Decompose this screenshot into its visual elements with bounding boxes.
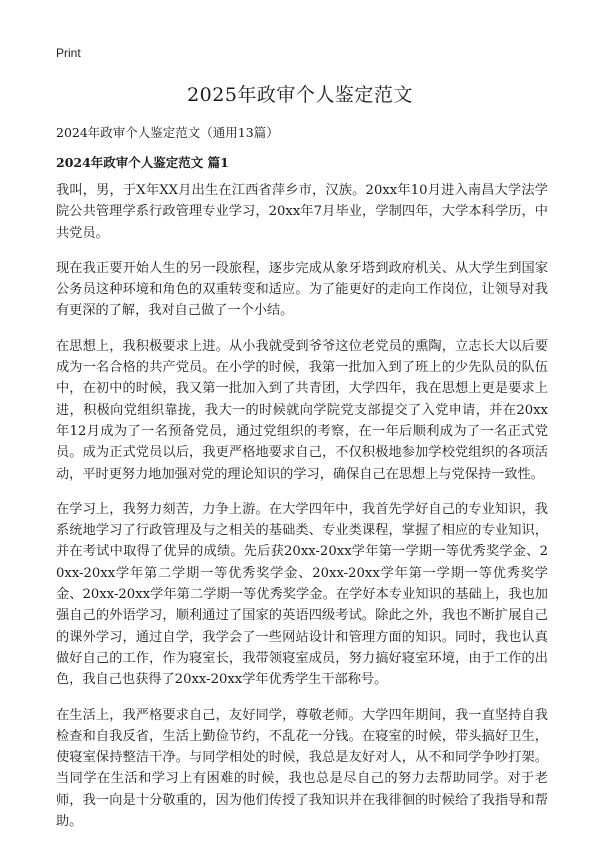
paragraph-life: 在生活上，我严格要求自己，友好同学，尊敬老师。大学四年期间，我一直坚持自我检查和自我反省，生活上勤俭节约，不乱花一分钱。在寝室的时候，带头搞好卫生，使寝室保持整洁干净。与同学相处的时候，我总是友好对人，从不和同学争吵打架。当同学在生活和学习上有困难的时候，我也总是尽自己的努力去帮助同学。对于老师，我一向是十分敬重的，因为他们传授了我知识并在我徘徊的时候给了我指导和帮助。 <box>56 707 548 830</box>
section-heading: 2024年政审个人鉴定范文 篇1 <box>56 155 229 170</box>
paragraph-ideology: 在思想上，我积极要求上进。从小我就受到爷爷这位老党员的熏陶，立志长大以后要成为一名合格的共产党员。在小学的时候，我第一批加入到了班上的少先队员的队伍中，在初中的时候，我又第一批加入到了共青团，大学四年，我在思想上更是要求上进，积极向党组织靠拢，我大一的时候就向学院党支部提交了入党申请，并在20xx年12月成为了一名预备党员，通过党组织的考察，在一年后顺利成为了一名正式党员。成为正式党员以后，我更严格地要求自己，不仅积极地参加学校党组织的各项活动，平时更努力地加强对党的理论知识的学习，确保自己在思想上与党保持一致性。 <box>56 338 548 482</box>
paragraph-study: 在学习上，我努力刻苦，力争上游。在大学四年中，我首先学好自己的专业知识，我系统地学习了行政管理及与之相关的基础类、专业类课程，掌握了相应的专业知识，并在考试中取得了优异的成绩。先后获20xx-20xx学年第一学期一等优秀奖学金、20xx-20xx学年第二学期一等优秀奖学金、20xx-20xx学年第一学期一等优秀奖学金、20xx-20xx学年第二学期一等优秀奖学金。在学好本专业知识的基础上，我也加强自己的外语学习，顺利通过了国家的英语四级考试。除此之外，我也不断扩展自己的课外学习，通过自学，我学会了一些网站设计和管理方面的知识。同时，我也认真做好自己的工作，作为寝室长，我带领寝室成员，努力搞好寝室环境，由于工作的出色，我自己也获得了20xx-20xx学年优秀学生干部称号。 <box>56 501 548 688</box>
document-body <box>56 180 548 846</box>
paragraph-summary: 现在我正要开始人生的另一段旅程，逐步完成从象牙塔到政府机关、从大学生到国家公务员这种环境和角色的双重转变和适应。为了能更好的走向工作岗位，让领导对我有更深的了解，我对自己做了一个小结。 <box>56 260 548 319</box>
document-title: 2025年政审个人鉴定范文 <box>187 84 413 106</box>
document-subtitle: 2024年政审个人鉴定范文（通用13篇） <box>56 125 279 140</box>
paragraph-intro: 我叫，男，于X年XX月出生在江西省萍乡市，汉族。20xx年10月进入南昌大学法学院公共管理学系行政管理专业学习，20xx年7月毕业，学制四年，大学本科学历，中共党员。 <box>56 183 548 241</box>
print-link[interactable]: Print <box>56 46 81 60</box>
